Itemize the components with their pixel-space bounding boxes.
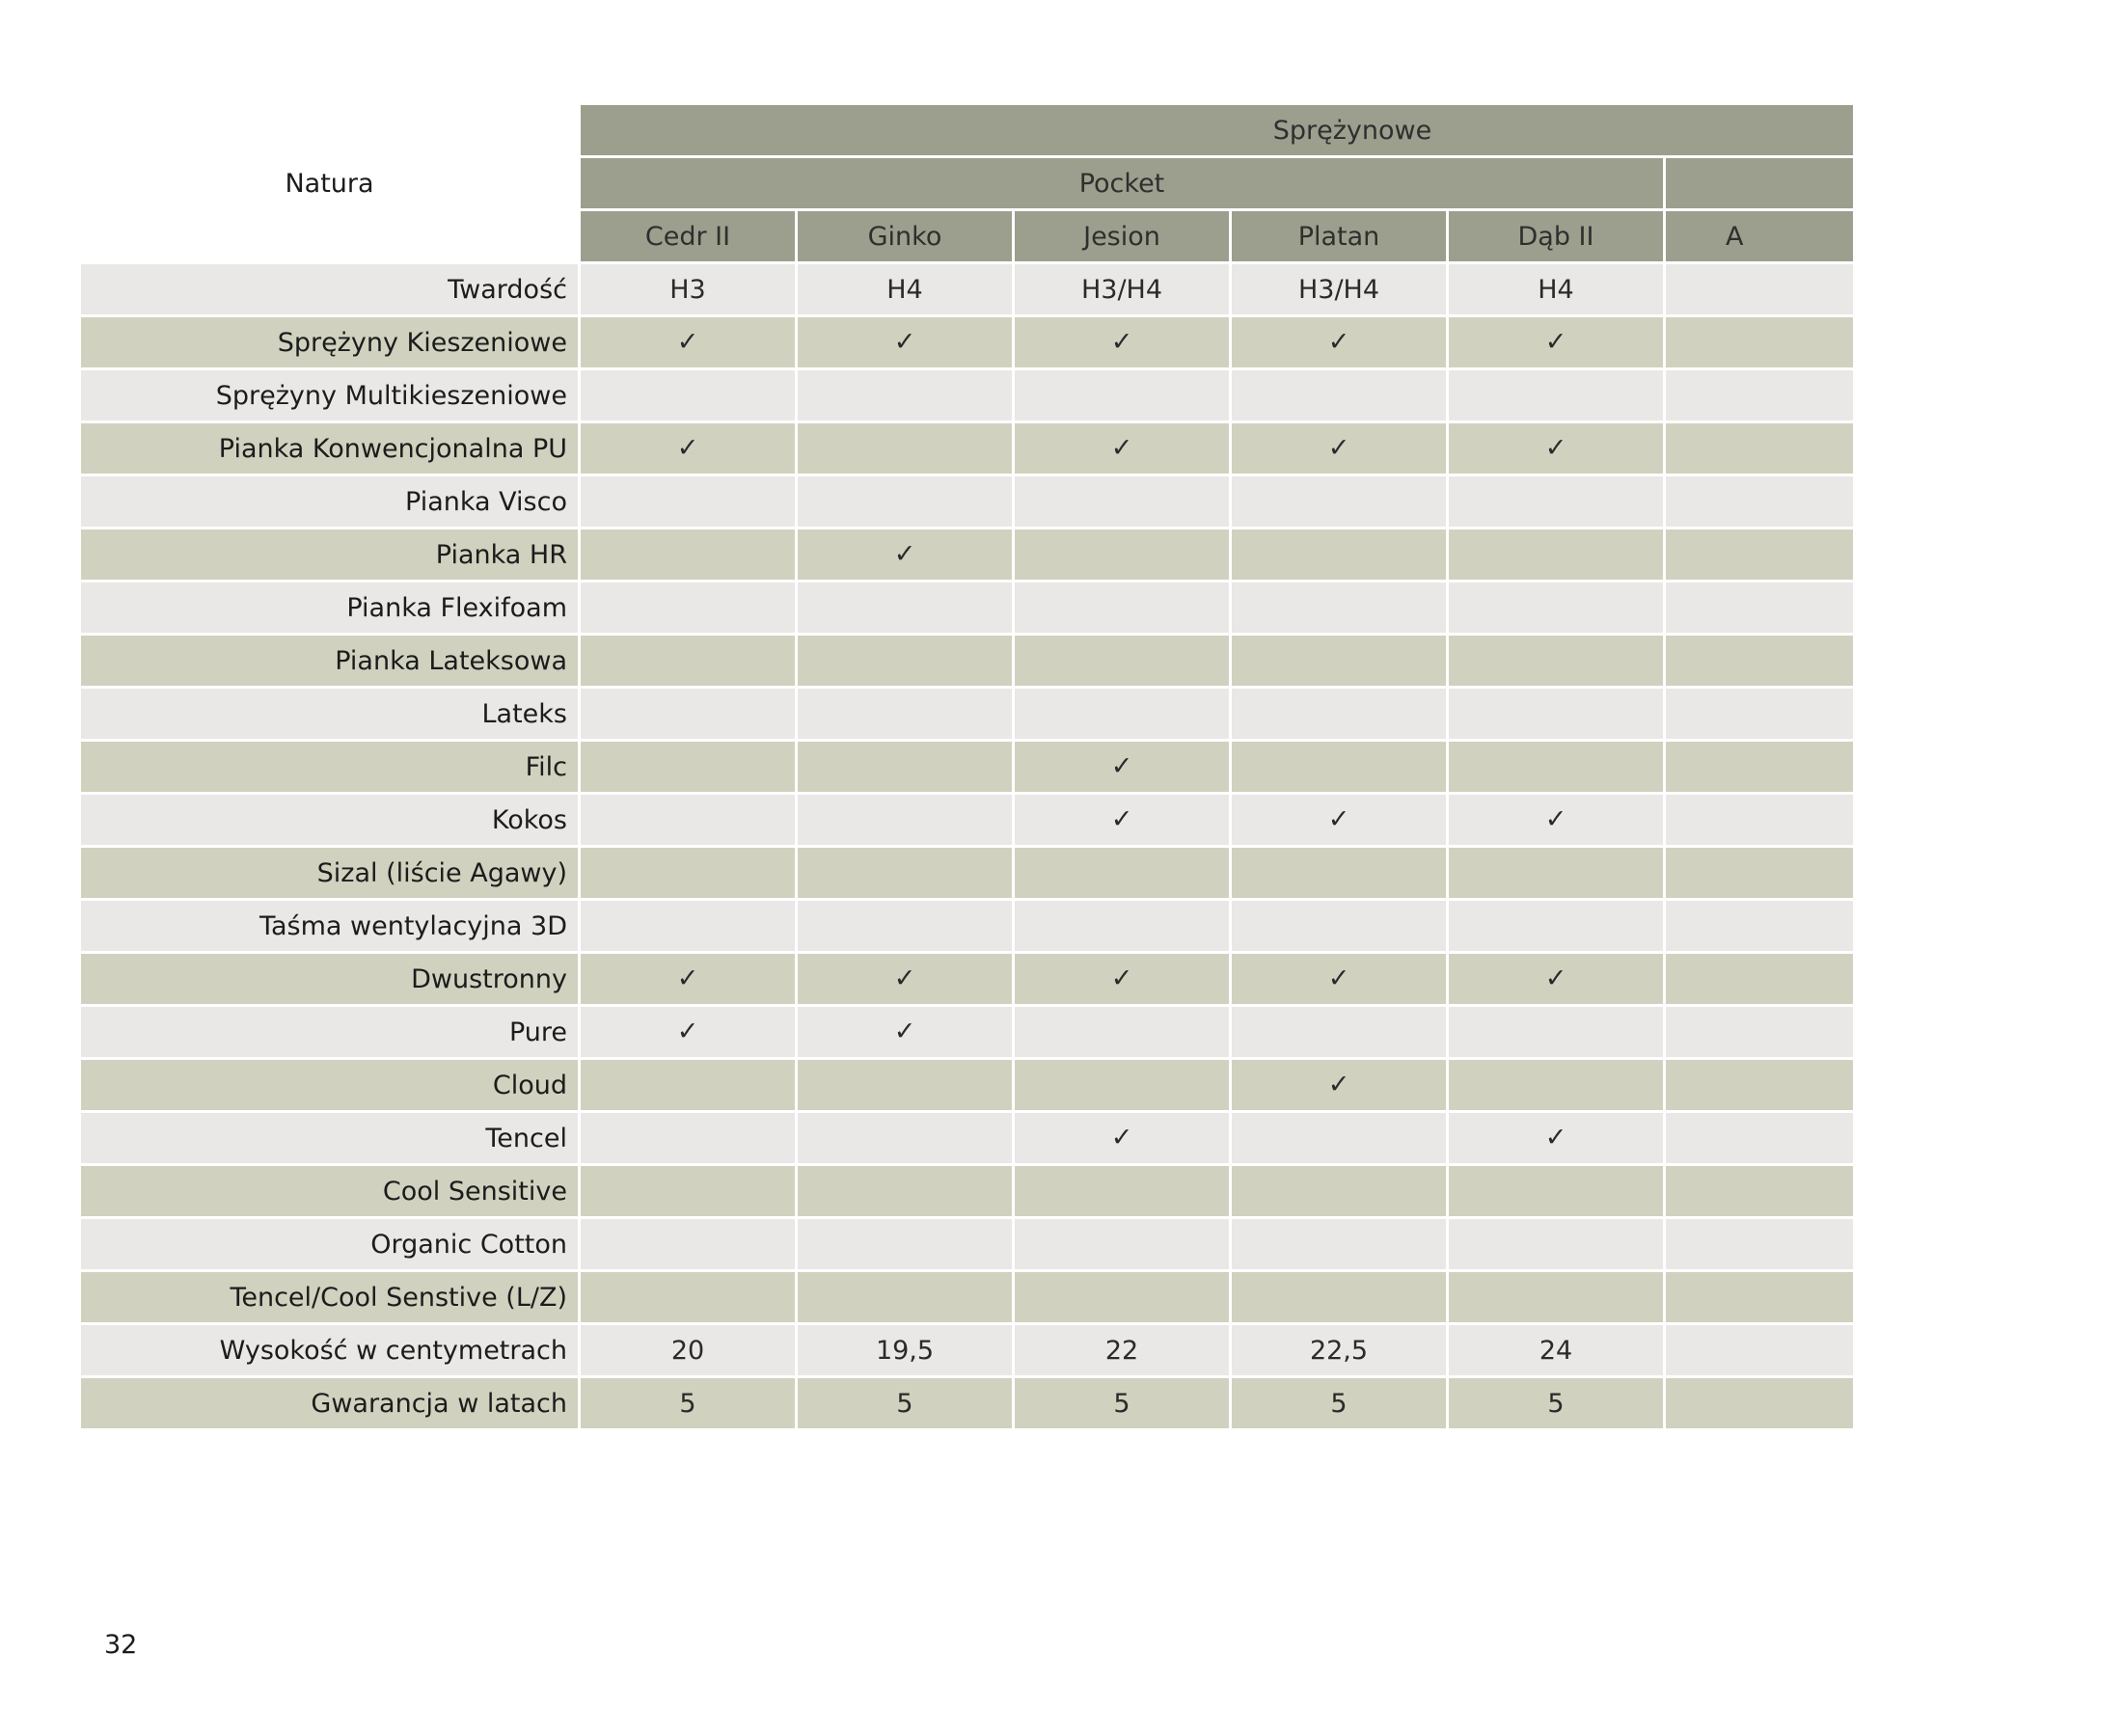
table-cell-empty (797, 847, 1014, 900)
table-cell-empty (797, 1059, 1014, 1112)
row-label: Pianka HR (80, 529, 580, 582)
table-cell-empty (1231, 688, 1448, 741)
row-label: Pure (80, 1006, 580, 1059)
table-cell-empty (580, 635, 797, 688)
row-label: Gwarancja w latach (80, 1377, 580, 1430)
table-row (80, 316, 1855, 369)
checkmark-icon: ✓ (1014, 794, 1231, 847)
table-row (80, 900, 1855, 953)
table-cell-cutoff (1665, 741, 1855, 794)
subgroup-header-next (1665, 157, 1855, 210)
checkmark-icon: ✓ (580, 953, 797, 1006)
table-cell-cutoff (1665, 794, 1855, 847)
checkmark-icon: ✓ (797, 316, 1014, 369)
table-cell-empty (1448, 741, 1665, 794)
table-cell-empty (1231, 369, 1448, 422)
table-cell-empty (1448, 529, 1665, 582)
table-cell-empty (1231, 1271, 1448, 1324)
checkmark-icon: ✓ (1014, 1112, 1231, 1165)
table-row (80, 475, 1855, 529)
table-row (80, 953, 1855, 1006)
table-cell-empty (580, 847, 797, 900)
checkmark-icon: ✓ (1014, 316, 1231, 369)
row-label: Pianka Konwencjonalna PU (80, 422, 580, 475)
table-row (80, 263, 1855, 316)
table-cell-empty (1231, 741, 1448, 794)
row-label: Taśma wentylacyjna 3D (80, 900, 580, 953)
row-label: Sprężyny Kieszeniowe (80, 316, 580, 369)
table-row (80, 1112, 1855, 1165)
table-cell-value: H4 (1448, 263, 1665, 316)
table-cell-empty (1014, 1165, 1231, 1218)
model-header: Jesion (1014, 210, 1231, 263)
table-cell-empty (1014, 900, 1231, 953)
checkmark-icon: ✓ (1448, 794, 1665, 847)
table-cell-value: 19,5 (797, 1324, 1014, 1377)
table-row (80, 1377, 1855, 1430)
table-cell-cutoff (1665, 316, 1855, 369)
table-cell-cutoff (1665, 422, 1855, 475)
row-label: Organic Cotton (80, 1218, 580, 1271)
table-cell-empty (1448, 847, 1665, 900)
table-cell-empty (1231, 635, 1448, 688)
table-cell-empty (580, 1112, 797, 1165)
model-header-partial: A (1665, 210, 1855, 263)
checkmark-icon: ✓ (1448, 953, 1665, 1006)
row-label: Pianka Lateksowa (80, 635, 580, 688)
checkmark-icon: ✓ (797, 1006, 1014, 1059)
table-row (80, 1165, 1855, 1218)
table-cell-empty (580, 688, 797, 741)
table-row (80, 1218, 1855, 1271)
table-cell-cutoff (1665, 1112, 1855, 1165)
checkmark-icon: ✓ (797, 529, 1014, 582)
table-cell-value: 5 (1014, 1377, 1231, 1430)
table-cell-empty (797, 635, 1014, 688)
table-cell-empty (580, 900, 797, 953)
table-cell-value: 5 (1231, 1377, 1448, 1430)
table-cell-empty (797, 1218, 1014, 1271)
row-label: Filc (80, 741, 580, 794)
table-cell-empty (1448, 1059, 1665, 1112)
table-row (80, 741, 1855, 794)
table-cell-empty (1448, 582, 1665, 635)
row-label: Twardość (80, 263, 580, 316)
table-cell-empty (580, 582, 797, 635)
table-cell-empty (1014, 688, 1231, 741)
table-cell-value: H3 (580, 263, 797, 316)
table-cell-empty (797, 741, 1014, 794)
table-cell-empty (797, 1165, 1014, 1218)
group-header-label: Sprężynowe (1272, 115, 1432, 146)
table-cell-empty (1014, 847, 1231, 900)
table-cell-value: 5 (1448, 1377, 1665, 1430)
table-row (80, 847, 1855, 900)
table-cell-value: 22,5 (1231, 1324, 1448, 1377)
checkmark-icon: ✓ (1231, 422, 1448, 475)
table-cell-empty (797, 1271, 1014, 1324)
header-row-group (80, 104, 1855, 157)
table-cell-cutoff (1665, 635, 1855, 688)
table-cell-cutoff (1665, 900, 1855, 953)
table-row (80, 1059, 1855, 1112)
table-cell-empty (580, 1218, 797, 1271)
row-label: Tencel (80, 1112, 580, 1165)
table-cell-empty (1448, 900, 1665, 953)
checkmark-icon: ✓ (1448, 422, 1665, 475)
table-cell-cutoff (1665, 475, 1855, 529)
table-cell-empty (580, 1271, 797, 1324)
table-cell-cutoff (1665, 1271, 1855, 1324)
table-cell-empty (1014, 369, 1231, 422)
row-label: Cloud (80, 1059, 580, 1112)
table-cell-empty (797, 369, 1014, 422)
table-cell-empty (1448, 635, 1665, 688)
table-row (80, 688, 1855, 741)
checkmark-icon: ✓ (797, 953, 1014, 1006)
table-cell-empty (1231, 529, 1448, 582)
table-cell-empty (1014, 582, 1231, 635)
model-header: Dąb II (1448, 210, 1665, 263)
table-cell-value: H4 (797, 263, 1014, 316)
checkmark-icon: ✓ (1014, 422, 1231, 475)
table-cell-empty (580, 794, 797, 847)
table-cell-value: 5 (580, 1377, 797, 1430)
table-cell-empty (1448, 1218, 1665, 1271)
table-cell-empty (1231, 1165, 1448, 1218)
table-row (80, 369, 1855, 422)
table-cell-empty (1231, 847, 1448, 900)
row-label: Cool Sensitive (80, 1165, 580, 1218)
group-header (580, 104, 1855, 157)
table-cell-value: 24 (1448, 1324, 1665, 1377)
row-label: Pianka Flexifoam (80, 582, 580, 635)
table-cell-cutoff (1665, 582, 1855, 635)
checkmark-icon: ✓ (580, 1006, 797, 1059)
table-cell-cutoff (1665, 1059, 1855, 1112)
table-cell-empty (1014, 1218, 1231, 1271)
model-header: Platan (1231, 210, 1448, 263)
table-cell-empty (580, 1059, 797, 1112)
table-cell-value: 22 (1014, 1324, 1231, 1377)
table-cell-cutoff (1665, 953, 1855, 1006)
table-row (80, 1271, 1855, 1324)
table-cell-empty (1448, 1165, 1665, 1218)
table-cell-value: H3/H4 (1231, 263, 1448, 316)
table-cell-empty (1014, 635, 1231, 688)
table-cell-cutoff (1665, 1218, 1855, 1271)
table-cell-empty (1231, 1218, 1448, 1271)
row-label: Sprężyny Multikieszeniowe (80, 369, 580, 422)
table-cell-empty (580, 741, 797, 794)
row-label: Wysokość w centymetrach (80, 1324, 580, 1377)
table-cell-empty (1231, 1112, 1448, 1165)
checkmark-icon: ✓ (1448, 316, 1665, 369)
table-cell-empty (1448, 369, 1665, 422)
table-cell-empty (1014, 1271, 1231, 1324)
table-cell-empty (580, 1165, 797, 1218)
checkmark-icon: ✓ (1014, 953, 1231, 1006)
checkmark-icon: ✓ (580, 316, 797, 369)
table-cell-empty (1014, 475, 1231, 529)
table-cell-cutoff (1665, 847, 1855, 900)
table-cell-empty (580, 529, 797, 582)
table-row (80, 1324, 1855, 1377)
subgroup-header: Pocket (580, 157, 1665, 210)
table-cell-cutoff (1665, 688, 1855, 741)
table-cell-empty (1231, 475, 1448, 529)
row-label: Pianka Visco (80, 475, 580, 529)
table-cell-value: 5 (797, 1377, 1014, 1430)
row-label: Tencel/Cool Senstive (L/Z) (80, 1271, 580, 1324)
checkmark-icon: ✓ (580, 422, 797, 475)
table-cell-empty (797, 900, 1014, 953)
table-cell-empty (797, 582, 1014, 635)
model-header: Cedr II (580, 210, 797, 263)
brand-title: Natura (80, 104, 580, 263)
row-label: Lateks (80, 688, 580, 741)
checkmark-icon: ✓ (1231, 1059, 1448, 1112)
table-cell-value: H3/H4 (1014, 263, 1231, 316)
table-row (80, 794, 1855, 847)
table-cell-cutoff (1665, 529, 1855, 582)
table-cell-empty (797, 422, 1014, 475)
table-cell-empty (1231, 1006, 1448, 1059)
checkmark-icon: ✓ (1014, 741, 1231, 794)
table-cell-empty (1448, 1271, 1665, 1324)
table-cell-empty (797, 1112, 1014, 1165)
table-cell-value: 20 (580, 1324, 797, 1377)
row-label: Sizal (liście Agawy) (80, 847, 580, 900)
model-header: Ginko (797, 210, 1014, 263)
mattress-spec-table (78, 102, 1856, 1431)
table-row (80, 1006, 1855, 1059)
table-row (80, 635, 1855, 688)
page-number: 32 (104, 1630, 138, 1660)
row-label: Kokos (80, 794, 580, 847)
table-cell-empty (797, 794, 1014, 847)
table-row (80, 422, 1855, 475)
table-cell-empty (1448, 1006, 1665, 1059)
table-cell-cutoff (1665, 1006, 1855, 1059)
checkmark-icon: ✓ (1231, 953, 1448, 1006)
table-cell-empty (1448, 688, 1665, 741)
spec-table-body (80, 263, 1855, 1430)
table-cell-cutoff (1665, 369, 1855, 422)
table-cell-empty (797, 475, 1014, 529)
table-cell-empty (1014, 529, 1231, 582)
table-cell-cutoff (1665, 1324, 1855, 1377)
table-cell-empty (1231, 900, 1448, 953)
table-cell-empty (1014, 1059, 1231, 1112)
table-cell-cutoff (1665, 1165, 1855, 1218)
table-row (80, 529, 1855, 582)
table-cell-empty (1448, 475, 1665, 529)
table-cell-empty (797, 688, 1014, 741)
table-cell-empty (1231, 582, 1448, 635)
table-cell-empty (1014, 1006, 1231, 1059)
checkmark-icon: ✓ (1231, 794, 1448, 847)
checkmark-icon: ✓ (1448, 1112, 1665, 1165)
table-row (80, 582, 1855, 635)
checkmark-icon: ✓ (1231, 316, 1448, 369)
table-cell-empty (580, 475, 797, 529)
row-label: Dwustronny (80, 953, 580, 1006)
table-cell-cutoff (1665, 1377, 1855, 1430)
table-cell-empty (580, 369, 797, 422)
table-cell-cutoff (1665, 263, 1855, 316)
